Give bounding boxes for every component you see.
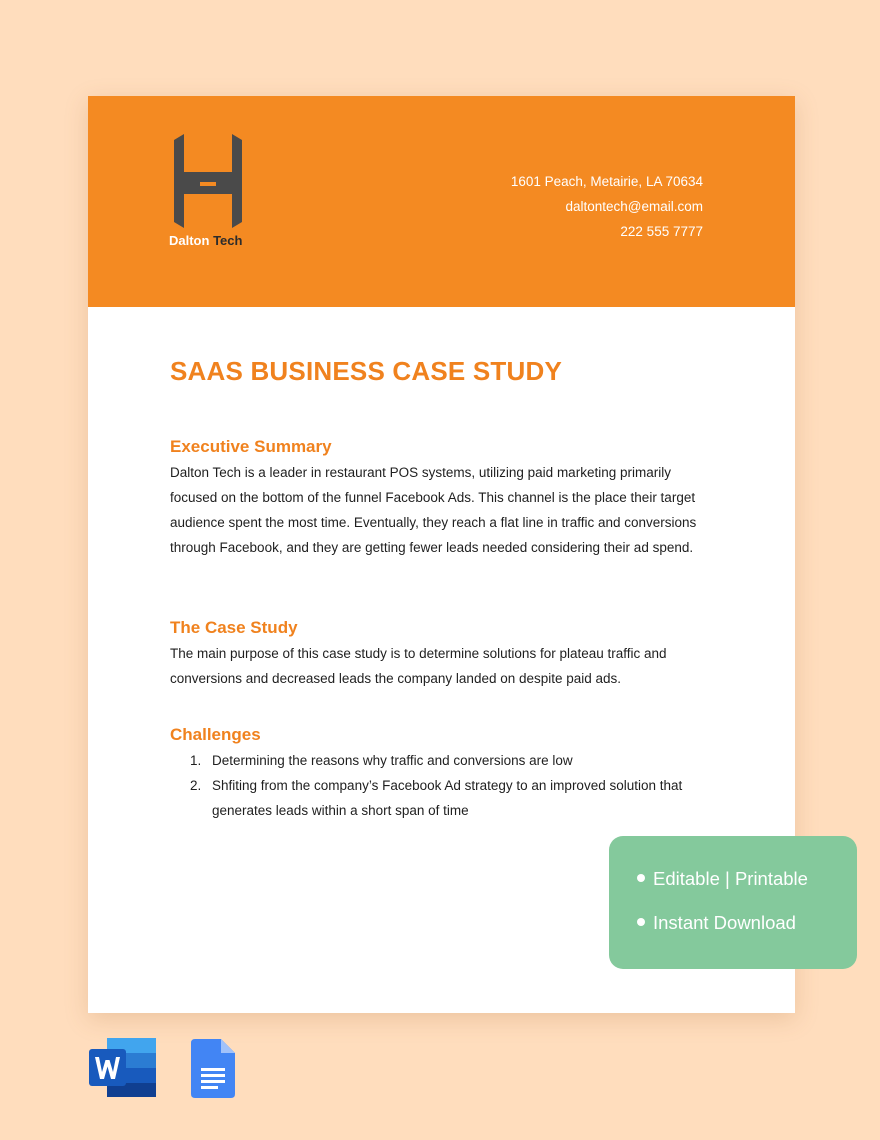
challenges-section: [170, 722, 710, 823]
executive-summary-heading: Executive Summary: [170, 437, 332, 456]
badge-feature-download: [637, 912, 796, 934]
list-item: [170, 748, 710, 773]
email: daltontech@email.com: [565, 199, 703, 214]
brand-name: [169, 233, 242, 248]
dalton-tech-logo-icon: [170, 134, 246, 228]
case-study-body: The main purpose of this case study is to determine solutions for plateau traffic and conversions and decreased leads the company landed on despite paid ads.: [170, 646, 667, 686]
list-item-number: 1.: [190, 753, 202, 768]
document-title: SAAS BUSINESS CASE STUDY: [170, 356, 562, 386]
badge-line-1: Editable | Printable: [653, 868, 808, 889]
badge-line-2: Instant Download: [653, 912, 796, 933]
challenges-list: [170, 748, 710, 823]
bullet-dot-icon: [637, 874, 645, 882]
bullet-dot-icon: [637, 918, 645, 926]
letterhead-header: [88, 96, 795, 307]
address: 1601 Peach, Metairie, LA 70634: [510, 174, 703, 189]
case-study-heading: The Case Study: [170, 618, 298, 637]
case-study-section: [170, 615, 710, 691]
brand-name-first: Dalton: [169, 233, 210, 248]
list-item-text: Shfiting from the company’s Facebook Ad strategy to an improved solution that generates leads within a short span of time: [212, 778, 683, 818]
phone: 222 555 7777: [620, 224, 703, 239]
microsoft-word-icon[interactable]: [89, 1038, 156, 1097]
google-docs-icon[interactable]: [191, 1039, 235, 1098]
list-item-text: Determining the reasons why traffic and conversions are low: [212, 753, 573, 768]
list-item-number: 2.: [190, 778, 202, 793]
list-item: [170, 773, 710, 823]
brand-name-second: Tech: [213, 233, 243, 248]
badge-feature-editable: [637, 868, 808, 890]
features-badge: [609, 836, 857, 969]
executive-summary-body: Dalton Tech is a leader in restaurant POS systems, utilizing paid marketing primarily focused on the bottom of the funnel Facebook Ads. This channel is the place their target audience spent the most time. Eventually, they reach a flat line in traffic and conversions through Facebook, and they are getting fewer leads needed considering their ad spend.: [170, 465, 697, 555]
executive-summary-section: [170, 434, 710, 560]
challenges-heading: Challenges: [170, 725, 261, 744]
contact-info: [511, 169, 703, 244]
